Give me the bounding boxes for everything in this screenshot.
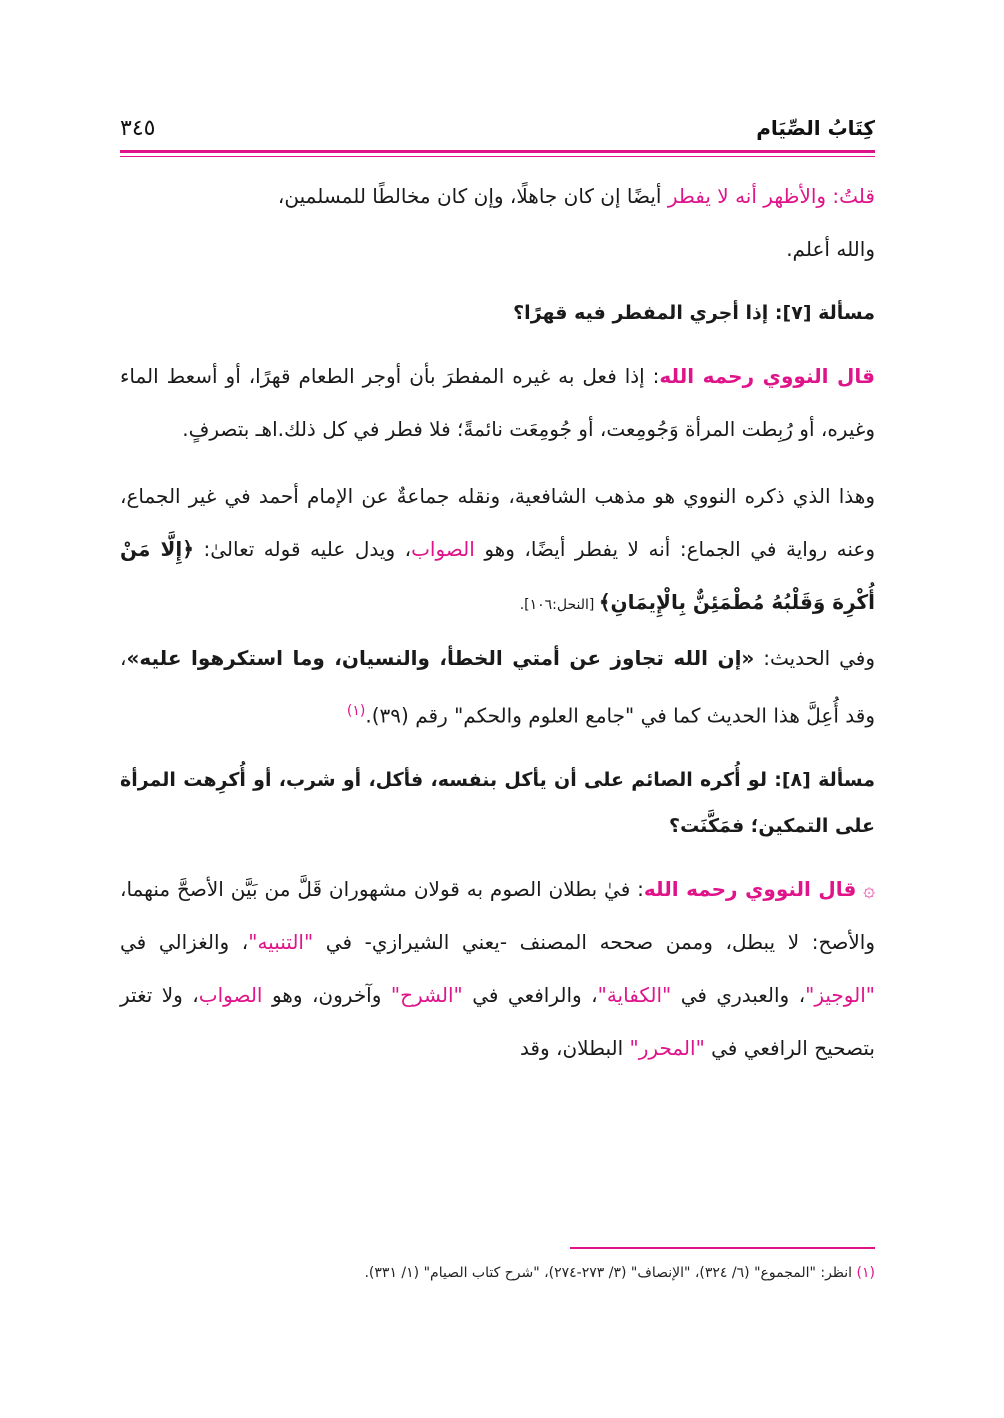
book-title-ref: "الشرح": [390, 982, 463, 1007]
paragraph-text: : إذا فعل به غيره المفطرَ بأن أوجر الطعام قهرًا، أو أسعط الماء وغيره، أو رُبِطت المرأة وَجُومِعت، أو جُومِعَت نائمةً؛ فلا فطر في كل ذلك.اهـ بتصرفٍ.: [120, 364, 875, 441]
running-header: [120, 110, 875, 146]
paragraph-5: [120, 863, 875, 1075]
highlight-text: الصواب: [198, 982, 263, 1007]
paragraph-text: ، والغزالي في: [120, 929, 249, 954]
paragraph-text: وآخرون، وهو: [262, 982, 391, 1007]
question-label: مسألة [٨]:: [774, 768, 875, 791]
paragraph-text: وفي الحديث:: [754, 646, 875, 670]
question-title: لو أُكره الصائم على أن يأكل بنفسه، فأكل، أو شرب، أو أُكرِهت المرأة على التمكين؛ فمَكَّنَت؟: [120, 768, 875, 837]
question-title: إذا أجري المفطر فيه قهرًا؟: [513, 302, 769, 324]
hadith-text: «إن الله تجاوز عن أمتي الخطأ، والنسيان، وما استكرهوا عليه»: [126, 646, 755, 670]
book-title-ref: "الوجيز": [805, 982, 875, 1007]
paragraph-text: وهذا الذي ذكره النووي هو مذهب الشافعية، ونقله جماعةٌ عن الإمام أحمد في غير الجماع، وعنه رواية في الجماع: أنه لا يفطر أيضًا، وهو: [120, 484, 876, 561]
header-rule-thick: [120, 150, 875, 153]
question-8-heading: [120, 757, 875, 849]
paragraph-text: ، والرافعي في: [462, 982, 598, 1007]
opinion-text: قلتُ: والأظهر أنه لا يفطر: [667, 184, 875, 208]
paragraph-3: [120, 470, 875, 632]
footnote-rule: [570, 1247, 875, 1249]
paragraph-text: البطلان، وقد: [519, 1035, 630, 1060]
speaker-label: قال النووي رحمه الله: [659, 364, 875, 388]
ornament-icon: ۞: [863, 876, 875, 901]
question-7-heading: [120, 290, 875, 336]
paragraph-text: والله أعلم.: [786, 237, 875, 261]
paragraph-text: ، ولا تغتر بتصحيح الرافعي في: [120, 982, 875, 1060]
footnote-number: (١): [856, 1265, 875, 1281]
paragraph-text: ، وقد أُعِلَّ هذا الحديث كما في "جامع العلوم والحكم" رقم (٣٩).: [120, 646, 875, 728]
quran-verse: ﴿إِلَّا مَنْ أُكْرِهَ وَقَلْبُهُ مُطْمَئِنٌّ بِالْإِيمَانِ﴾: [120, 537, 875, 614]
header-rule-thin: [120, 156, 875, 157]
verse-reference: [النحل:١٠٦].: [519, 597, 599, 613]
paragraph-text: ، ويدل عليه قوله تعالىٰ:: [193, 537, 412, 561]
paragraph-4: [120, 632, 875, 743]
highlight-text: الصواب: [411, 537, 475, 561]
page: [120, 100, 875, 1320]
book-title-ref: "التنبيه": [248, 929, 314, 954]
page-number: ٣٤٥: [120, 115, 156, 141]
speaker-label: قال النووي رحمه الله: [643, 876, 857, 901]
page-body: [120, 170, 875, 1075]
book-title: كِتَابُ الصِّيَام: [756, 116, 875, 140]
footnote: [120, 1265, 875, 1281]
book-title-ref: "المحرر": [629, 1035, 705, 1060]
paragraph-text: أيضًا إن كان جاهلًا، وإن كان مخالطًا للمسلمين،: [277, 184, 668, 208]
paragraph-2: [120, 350, 875, 456]
paragraph-1: [120, 170, 875, 276]
footnote-text: انظر: "المجموع" (٦/ ٣٢٤)، "الإنصاف" (٣/ ٢٧٣-٢٧٤)، "شرح كتاب الصيام" (١/ ٣٣١).: [364, 1265, 857, 1281]
question-label: مسألة [٧]:: [774, 302, 875, 324]
footnote-marker: (١): [346, 703, 366, 719]
book-title-ref: "الكفاية": [597, 982, 672, 1007]
paragraph-text: ، والعبدري في: [671, 982, 806, 1007]
paragraph-text: : فيٰ بطلان الصوم به قولان مشهوران قَلَّ من بَيَّن الأصحَّ منهما، والأصح: لا يبطل، وممن صححه المصنف -يعني الشيرازي- في: [120, 876, 876, 954]
